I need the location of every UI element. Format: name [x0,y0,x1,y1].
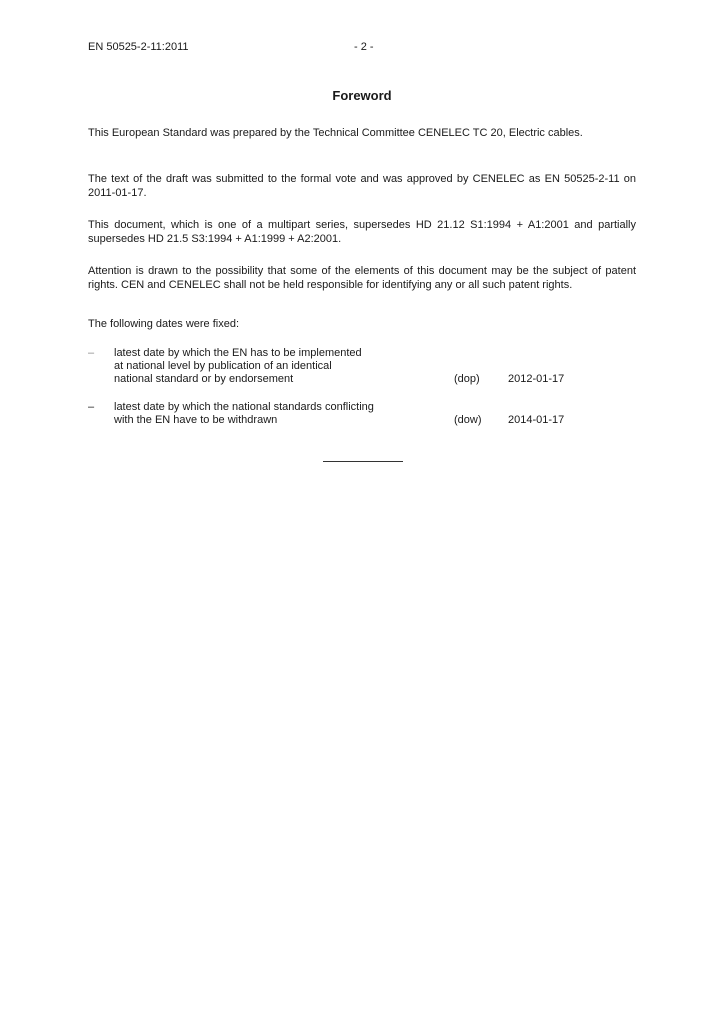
paragraph-approval: The text of the draft was submitted to the formal vote and was approved by CENELEC as EN 50525-2-11 on 2011-01-17. [88,173,636,199]
date-description [114,401,454,427]
paragraph-committee: This European Standard was prepared by the Technical Committee CENELEC TC 20, Electric cables. [88,127,583,139]
section-title [0,88,724,103]
date-description-line: latest date by which the national standards conflicting [114,401,374,413]
section-title-text: Foreword [332,88,392,103]
document-number: EN 50525-2-11:2011 [88,41,189,53]
list-dash: – [88,401,95,413]
date-abbreviation: (dop) [454,373,480,385]
date-description-line: with the EN have to be withdrawn [114,414,278,426]
date-description-line: at national level by publication of an identical [114,360,332,372]
paragraph-supersedes: This document, which is one of a multipart series, supersedes HD 21.12 S1:1994 + A1:2001 and partially supersedes HD 21.5 S3:1994 + A1:1999 + A2:2001. [88,219,636,245]
paragraph-dates-intro: The following dates were fixed: [88,318,240,330]
page-number: - 2 - [354,41,374,53]
date-description [114,347,454,386]
date-abbreviation: (dow) [454,414,482,426]
date-value: 2014-01-17 [508,414,565,426]
list-dash: – [88,347,95,359]
date-description-line: national standard or by endorsement [114,373,294,385]
end-rule [323,461,403,462]
date-description-line: latest date by which the EN has to be implemented [114,347,362,359]
date-value: 2012-01-17 [508,373,565,385]
paragraph-patent: Attention is drawn to the possibility that some of the elements of this document may be the subject of patent rights. CEN and CENELEC shall not be held responsible for identifying any or all such patent rights. [88,265,636,291]
